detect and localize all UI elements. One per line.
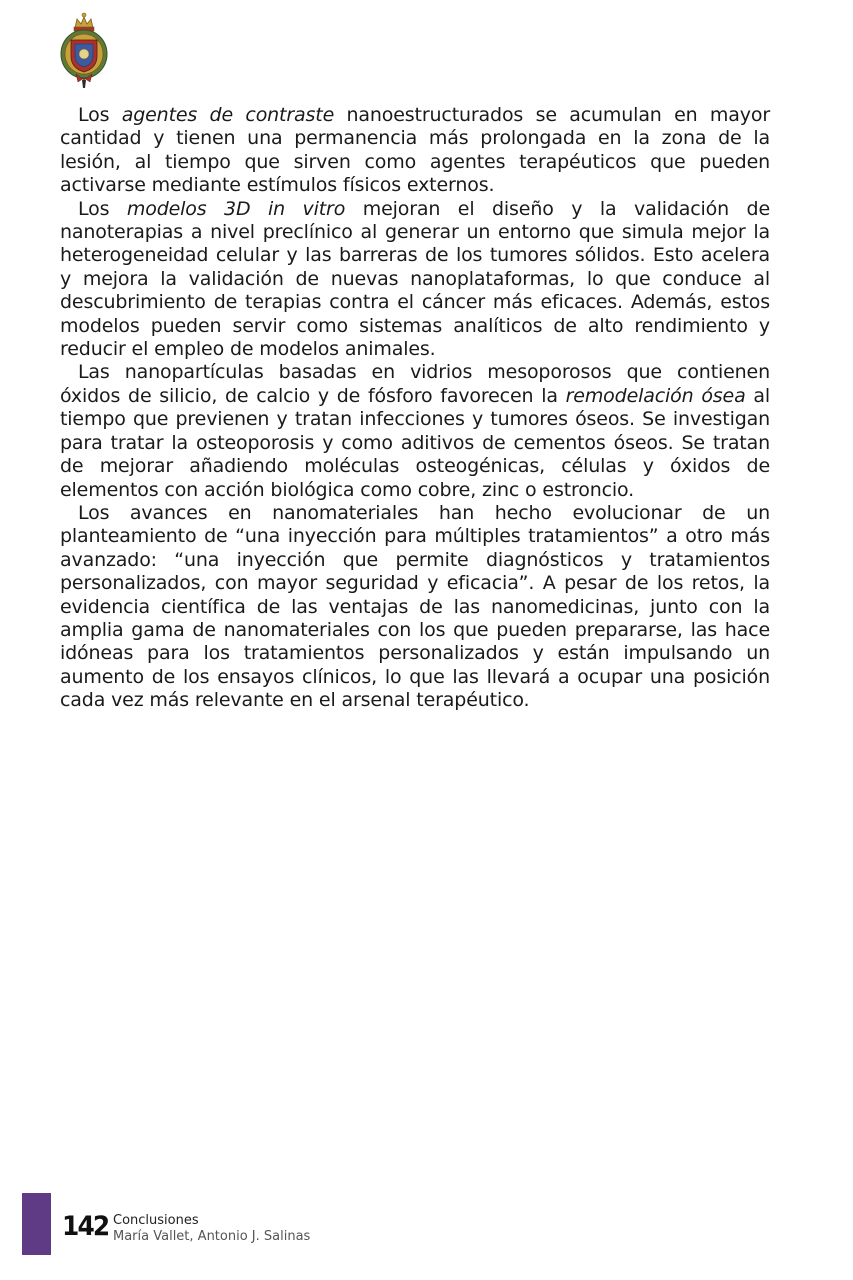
paragraph-text: Las nanopartículas basadas en vidrios mesoporosos que contienen óxidos de silicio, de calcio y de fósforo favorecen la [60, 361, 770, 407]
footer-accent-bar [22, 1193, 51, 1255]
section-title: Conclusiones [113, 1213, 199, 1228]
italic-term: modelos 3D in vitro [126, 197, 346, 220]
paragraph-text: Los [78, 104, 122, 126]
paragraph-text: Los avances en nanomateriales han hecho evolucionar de un planteamiento de “una inyección para múltiples tratamientos” a otro más avanzado: “una inyección que permite diagnósticos y tratamientos personalizados, con mayor seguridad y eficacia”. A pesar de los retos, la evidencia científica de las ventajas de las nanomedicinas, junto con la amplia gama de nanomateriales con los que pueden prepararse, las hace idóneas para los tratamientos personalizados y están impulsando un aumento de los ensayos clínicos, lo que las llevará a ocupar una posición cada vez más relevante en el arsenal terapéutico. [60, 501, 770, 712]
italic-term: remodelación ósea [565, 384, 746, 407]
authors: María Vallet, Antonio J. Salinas [113, 1229, 311, 1244]
page-number: 142 [62, 1211, 109, 1242]
italic-term: agentes de contraste [121, 104, 335, 126]
paragraph [60, 198, 770, 362]
paragraph-text: Los [78, 197, 127, 220]
paragraph [60, 361, 770, 501]
paragraph-text: mejoran el diseño y la validación de nanoterapias a nivel preclínico al generar un entorno que simula mejor la heterogeneidad celular y las barreras de los tumores sólidos. Esto acelera y mejora la validación de nuevas nanoplataformas, lo que conduce al descubrimiento de terapias contra el cáncer más eficaces. Además, estos modelos pueden servir como sistemas analíticos de alto rendimiento y reducir el empleo de modelos animales. [60, 197, 771, 361]
paragraph [60, 104, 770, 198]
footer-info [113, 1213, 310, 1245]
paragraph-text: al tiempo que previenen y tratan infecciones y tumores óseos. Se investigan para tratar la osteoporosis y como aditivos de cementos óseos. Se tratan de mejorar añadiendo moléculas osteogénicas, células y óxidos de elementos con acción biológica como cobre, zinc o estroncio. [60, 384, 770, 501]
paragraph [60, 502, 770, 713]
paragraph-text: nanoestructurados se acumulan en mayor cantidad y tienen una permanencia más prolongada en la zona de la lesión, al tiempo que sirven como agentes terapéuticos que pueden activarse mediante estímulos físicos externos. [60, 104, 771, 197]
body-text [60, 104, 770, 713]
academy-emblem-icon [58, 10, 110, 90]
